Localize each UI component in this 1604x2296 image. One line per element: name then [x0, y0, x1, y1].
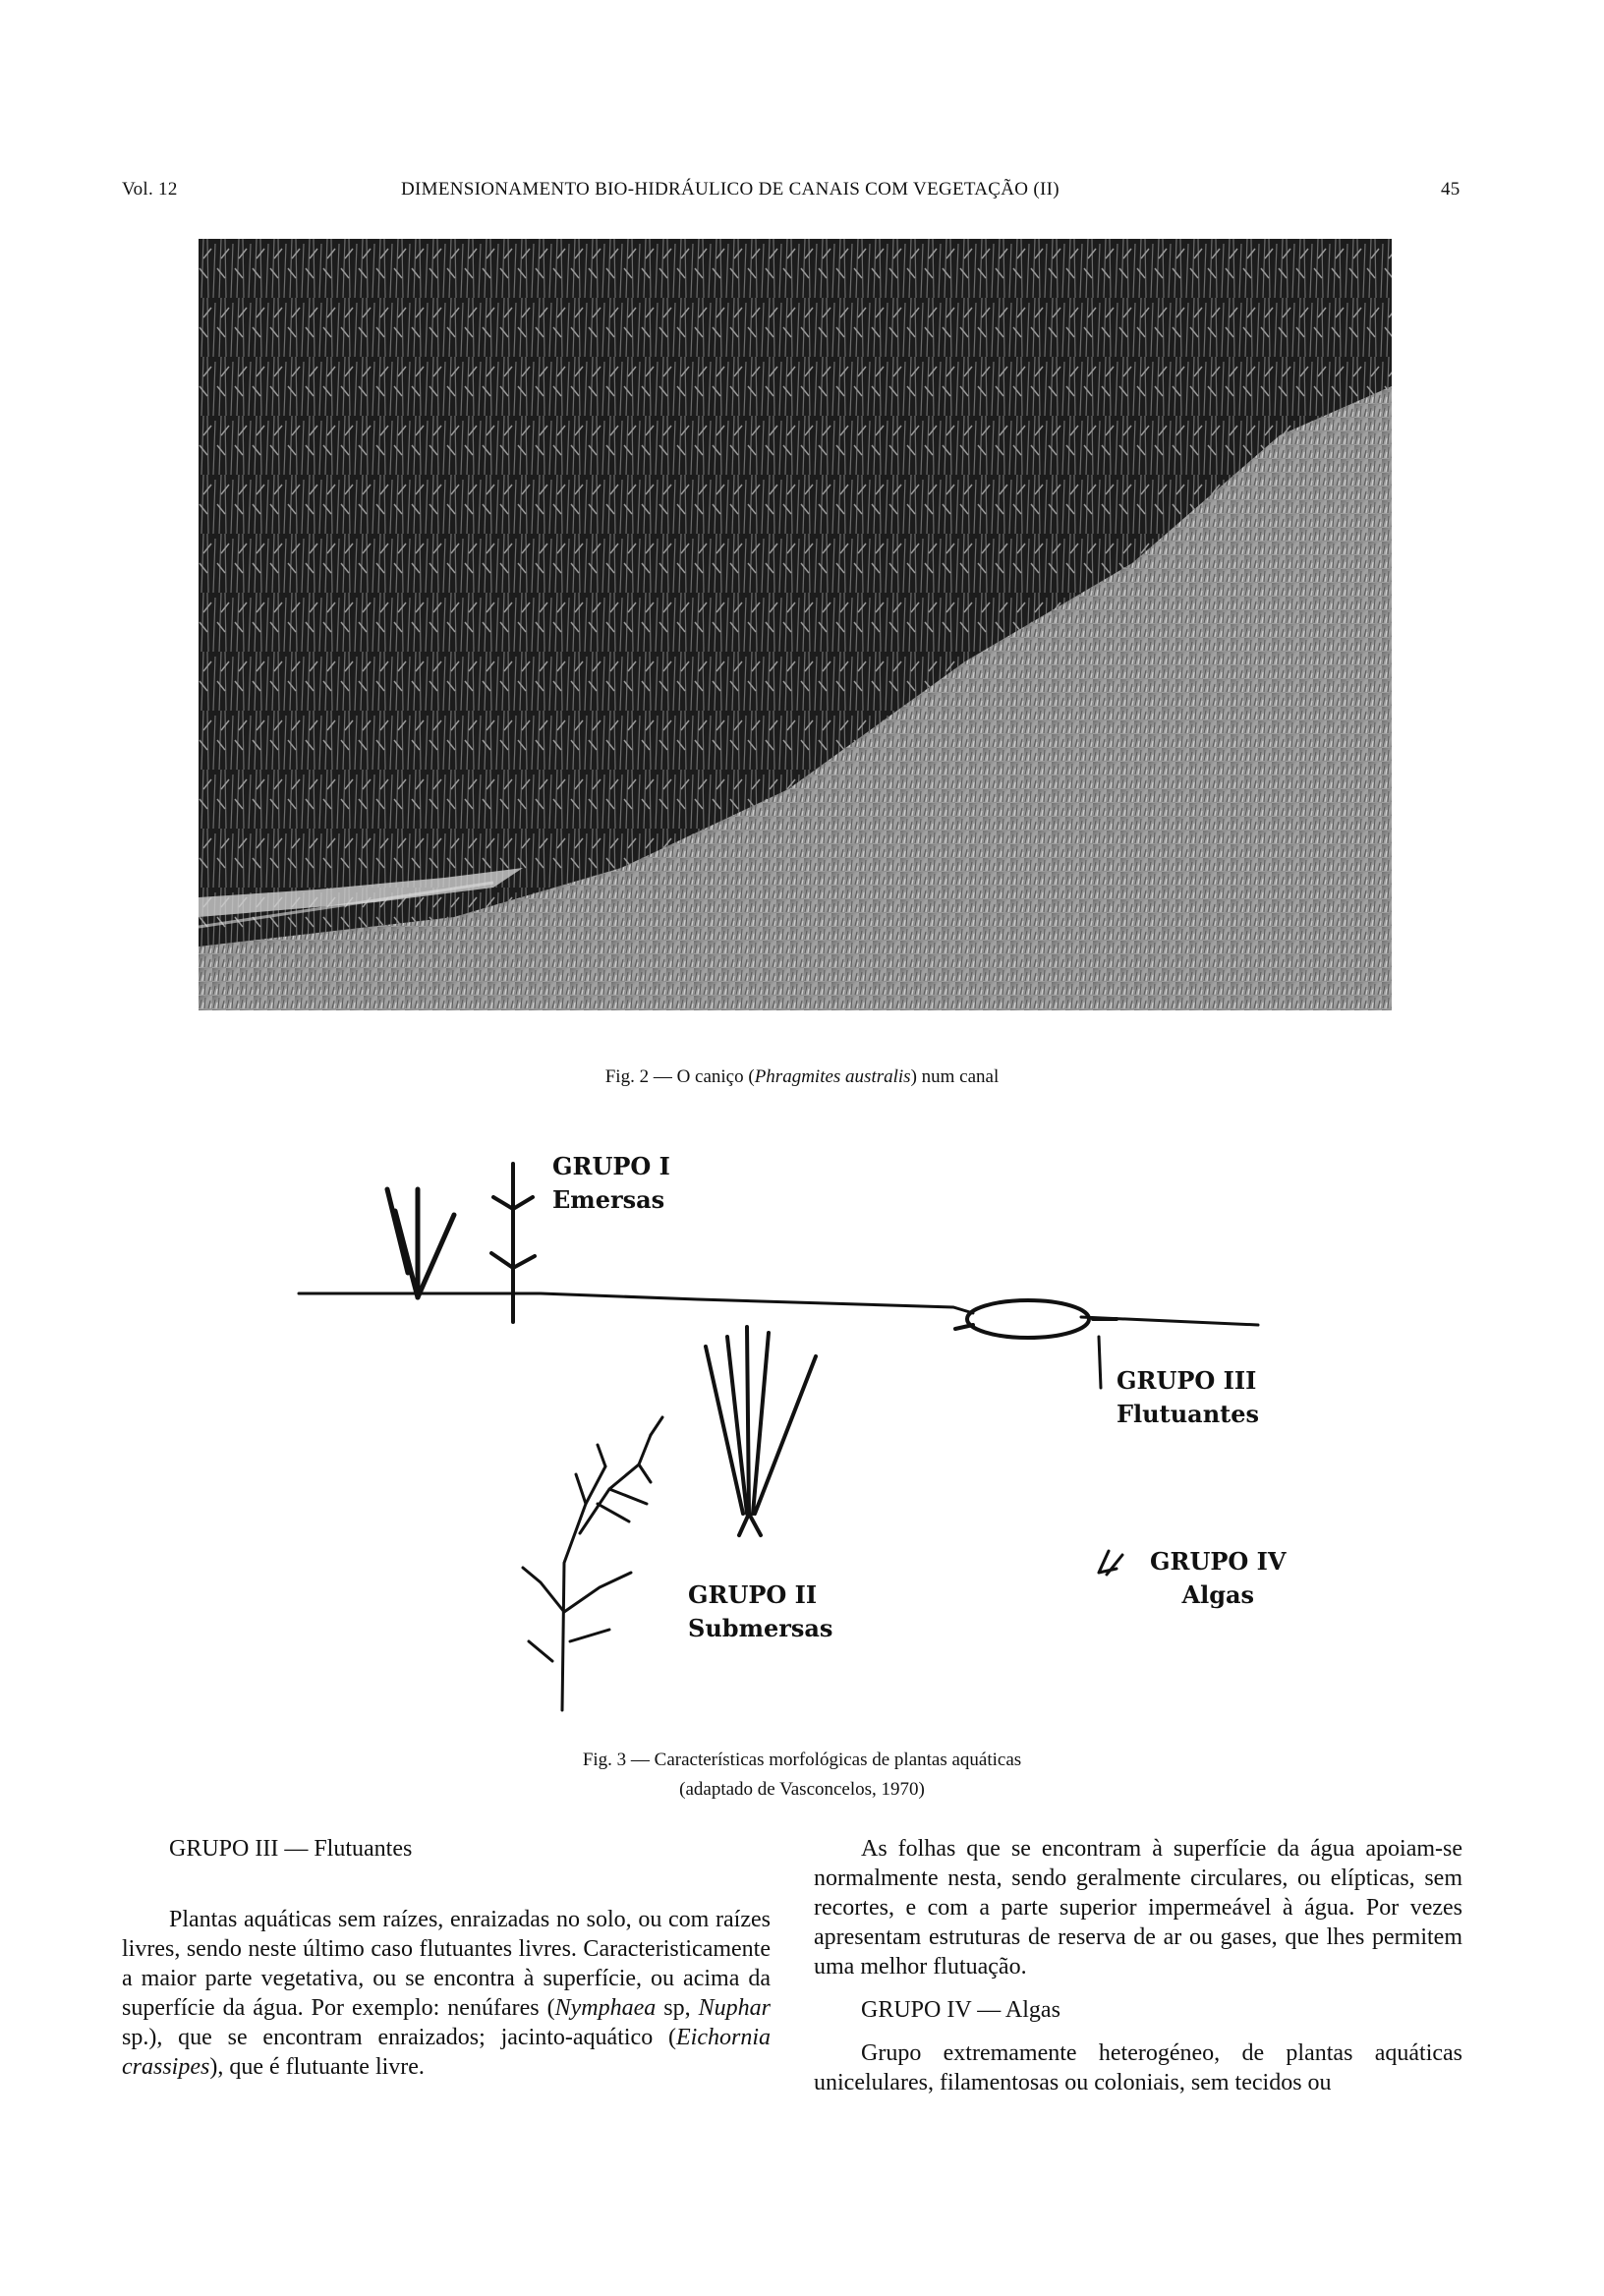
volume-label: Vol. 12 [122, 179, 178, 200]
group-2-subtitle: Submersas [688, 1614, 833, 1642]
group-3-title: GRUPO III [1117, 1366, 1257, 1395]
caption-text: ) num canal [910, 1066, 1000, 1087]
species-name: Nuphar [698, 1995, 771, 2021]
group-4-title: GRUPO IV [1150, 1547, 1287, 1576]
group-1-label [552, 1150, 670, 1217]
section-heading-grupo-iii: GRUPO III — Flutuantes [169, 1836, 413, 1862]
submerged-plant-icon [706, 1327, 816, 1535]
reed-canal-photo [199, 239, 1392, 1010]
caption-text: Fig. 2 — O caniço ( [604, 1066, 755, 1087]
paragraph-text: sp.), que se encontram enraizados; jacinto-aquático ( [122, 2025, 676, 2050]
water-surface-line [299, 1293, 973, 1313]
caption-species: Phragmites australis [754, 1066, 911, 1087]
floating-plant-icon [955, 1300, 1117, 1388]
aquatic-plants-diagram [285, 1150, 1317, 1720]
group-1-title: GRUPO I [552, 1152, 670, 1180]
figure-2-caption [0, 1066, 1604, 1088]
species-name: Eichornia crassipes [122, 2025, 771, 2080]
group-2-label [688, 1578, 832, 1645]
group-2-title: GRUPO II [688, 1580, 818, 1609]
right-column [814, 1834, 1462, 2097]
submerged-plant-icon [523, 1417, 662, 1710]
algae-icon [1099, 1551, 1122, 1575]
group-1-subtitle: Emersas [552, 1185, 665, 1214]
species-name: Nymphaea [554, 1995, 657, 2021]
group-4-label [1150, 1545, 1287, 1612]
paragraph-leaves: As folhas que se encontram à superfície da água apoiam-se normalmente nesta, sendo geralmente circulares, ou elípticas, sem recortes, e com a parte superior impermeável à água. Por vezes apresentam estruturas de reserva de ar ou gases, que lhes permitem uma melhor flutuação. [814, 1836, 1462, 1980]
group-3-label [1117, 1364, 1259, 1431]
caption-line-1: Fig. 3 — Características morfológicas de plantas aquáticas [582, 1750, 1022, 1770]
section-heading-grupo-iv: GRUPO IV — Algas [861, 1997, 1060, 2023]
paragraph-text: sp, [656, 1995, 699, 2021]
paragraph-text: Plantas aquáticas sem raízes, enraizadas no solo, ou com raízes livres, sendo neste último caso flutuantes livres. Caracteristicamente a maior parte vegetativa, ou se encontra à superfície, ou acima da superfície da água. Por exemplo: nenúfares ( [122, 1907, 771, 2021]
paragraph-grupo-iv: Grupo extremamente heterogéneo, de plantas aquáticas unicelulares, filamentosas ou coloniais, sem tecidos ou [814, 2040, 1462, 2095]
running-title: DIMENSIONAMENTO BIO-HIDRÁULICO DE CANAIS COM VEGETAÇÃO (II) [401, 179, 1060, 200]
paragraph-text: ), que é flutuante livre. [209, 2054, 425, 2080]
emergent-plant-icon [387, 1189, 454, 1297]
page-number: 45 [1441, 179, 1461, 200]
group-4-subtitle: Algas [1181, 1580, 1255, 1609]
left-column [122, 1834, 771, 2082]
caption-line-2: (adaptado de Vasconcelos, 1970) [679, 1779, 925, 1800]
group-3-subtitle: Flutuantes [1117, 1400, 1260, 1428]
emergent-plant-icon [491, 1164, 535, 1322]
paragraph-grupo-iii [122, 1905, 771, 2082]
figure-3-caption [0, 1746, 1604, 1805]
